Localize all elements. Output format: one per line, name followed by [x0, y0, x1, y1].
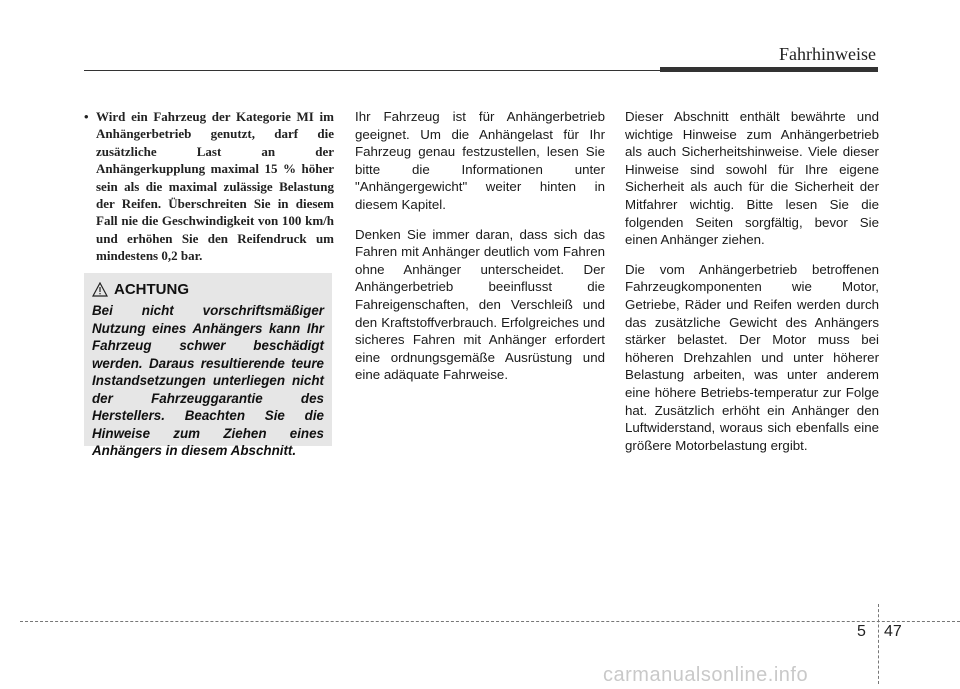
right-column — [625, 108, 879, 466]
header-rule — [84, 70, 684, 71]
warning-box — [84, 273, 332, 458]
footer-rule — [20, 621, 960, 622]
list-item — [84, 108, 334, 265]
paragraph: Die vom Anhängerbetrieb betroffenen Fahrzeugkomponenten wie Motor, Getriebe, Räder und Reifen werden durch das zusätzliche Gewicht des Anhängers stärker belastet. Der Motor muss bei höheren Drehzahlen und unter höherer Belastung arbeiten, was unter anderem eine höhere Betriebs-temperatur zur Folge hat. Zusätzlich erhöht ein Anhänger den Luftwiderstand, woraus sich ebenfalls eine größere Motorbelastung ergibt. — [625, 261, 879, 453]
header-rule-accent — [660, 67, 878, 72]
left-column — [84, 108, 334, 265]
footer-divider — [878, 604, 879, 684]
warning-title: ACHTUNG — [114, 281, 189, 298]
warning-triangle-icon — [92, 282, 108, 297]
middle-column — [355, 108, 605, 396]
paragraph: Denken Sie immer daran, dass sich das Fahren mit Anhänger deutlich vom Fahren ohne Anhänger unterscheidet. Der Anhängerbetrieb beeinflusst die Fahreigenschaften, den Verschleiß und den Kraftstoffverbrauch. Erfolgreiches und sicheres Fahren mit Anhänger erfordert eine ordnungsgemäße Ausrüstung und eine adäquate Fahrweise. — [355, 226, 605, 383]
section-title: Fahrhinweise — [779, 44, 876, 64]
warning-text: Bei nicht vorschriftsmäßiger Nutzung eines Anhängers kann Ihr Fahrzeug schwer beschädigt werden. Daraus resultierende teure Instandsetzungen unterliegen nicht der Fahrzeuggarantie des Herstellers. Beachten Sie die Hinweise zum Ziehen eines Anhängers in diesem Abschnitt. — [92, 303, 324, 458]
warning-header — [92, 281, 324, 298]
paragraph: Dieser Abschnitt enthält bewährte und wichtige Hinweise zum Anhängerbetrieb als auch Sicherheitshinweise. Viele dieser Hinweise sind sowohl für Ihre eigene Sicherheit als auch für die Sicherheit der Mitfahrer wichtig. Bitte lesen Sie die folgenden Seiten sorgfältig, bevor Sie einen Anhänger ziehen. — [625, 109, 879, 248]
bullet-text: Wird ein Fahrzeug der Kategorie MI im Anhängerbetrieb genutzt, darf die zusätzliche Last an der Anhängerkupplung maximal 15 % höher sein als die maximal zulässige Belastung der Reifen. Überschreiten Sie in diesem Fall nie die Geschwindigkeit von 100 km/h und erhöhen Sie den Reifendruck um mindestens 0,2 bar. — [96, 109, 334, 264]
bullet-marker: • — [84, 109, 89, 124]
watermark: carmanualsonline.info — [603, 664, 809, 686]
chapter-number: 5 — [857, 623, 866, 640]
page-number: 47 — [884, 623, 902, 640]
paragraph: Ihr Fahrzeug ist für Anhängerbetrieb geeignet. Um die Anhängelast für Ihr Fahrzeug genau festzustellen, lesen Sie bitte die Informationen unter "Anhängergewicht" weiter hinten in diesem Kapitel. — [355, 109, 605, 212]
